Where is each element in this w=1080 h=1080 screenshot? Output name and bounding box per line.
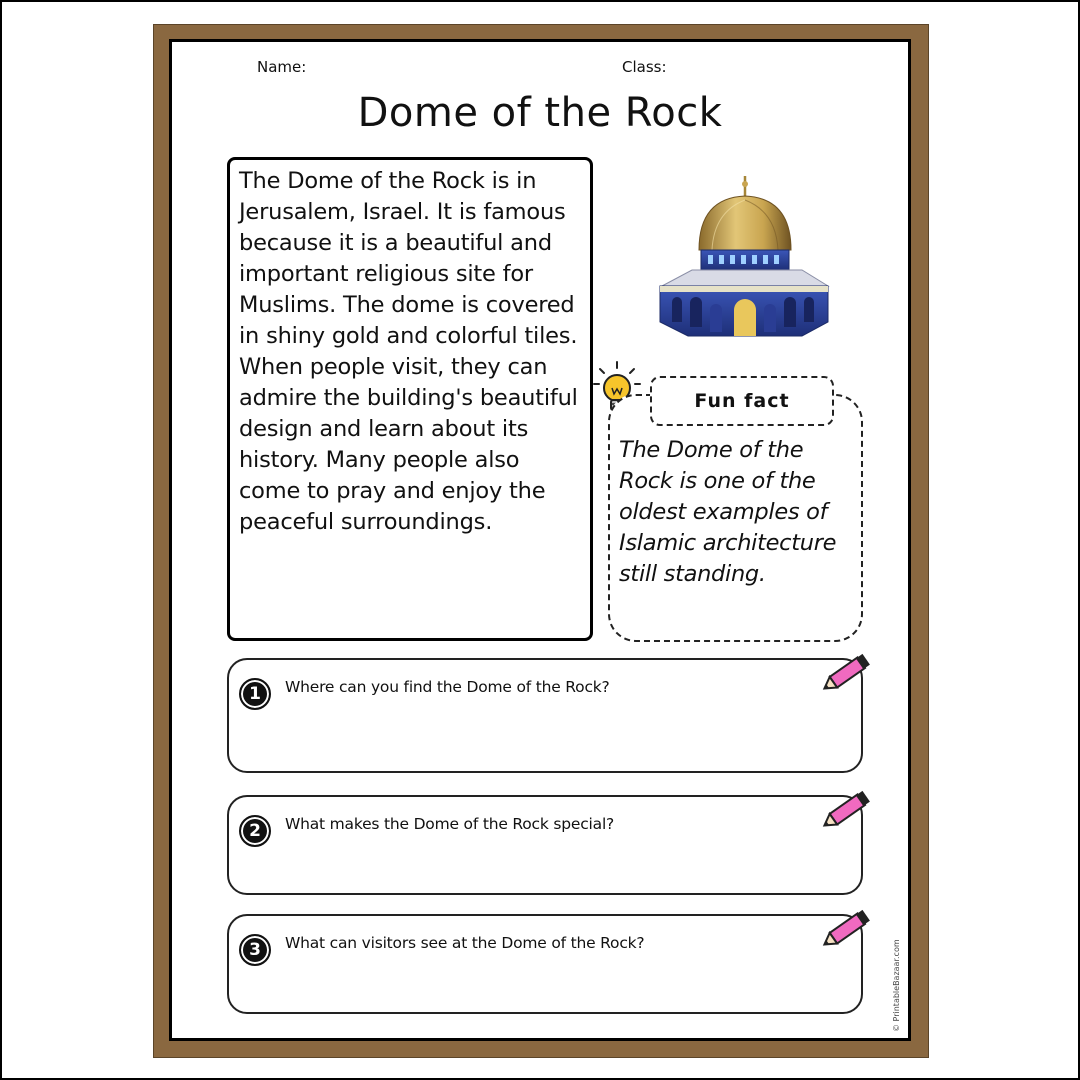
reading-passage: The Dome of the Rock is in Jerusalem, Israel. It is famous because it is a beautiful and important religious site for Muslims. The dome is covered in shiny gold and colorful tiles. When people visit, they can admire the building's beautiful design and learn about its history. Many people also come to pray and enjoy the peaceful surroundings. [239, 168, 578, 535]
worksheet-page [169, 39, 911, 1041]
pencil-icon [819, 650, 873, 698]
question-3-number: 3 [239, 934, 271, 966]
question-3-text: What can visitors see at the Dome of the Rock? [285, 934, 645, 952]
question-2-text: What makes the Dome of the Rock special? [285, 815, 615, 833]
class-label: Class: [622, 58, 667, 76]
dome-of-the-rock-image [652, 172, 832, 342]
name-label: Name: [257, 58, 307, 76]
question-1-text: Where can you find the Dome of the Rock? [285, 678, 610, 696]
page-title: Dome of the Rock [357, 90, 723, 136]
pencil-icon [819, 906, 873, 954]
fun-fact-text: The Dome of the Rock is one of the oldest examples of Islamic architecture still standing. [619, 437, 837, 587]
question-3-answer-box[interactable] [227, 914, 863, 1014]
copyright-notice: © PrintableBazaar.com [892, 939, 901, 1032]
reading-passage-box [227, 157, 593, 641]
question-2-answer-box[interactable] [227, 795, 863, 895]
pencil-icon [819, 787, 873, 835]
fun-fact-heading: Fun fact [650, 376, 834, 426]
question-2-number: 2 [239, 815, 271, 847]
question-1-answer-box[interactable] [227, 658, 863, 773]
question-1-number: 1 [239, 678, 271, 710]
